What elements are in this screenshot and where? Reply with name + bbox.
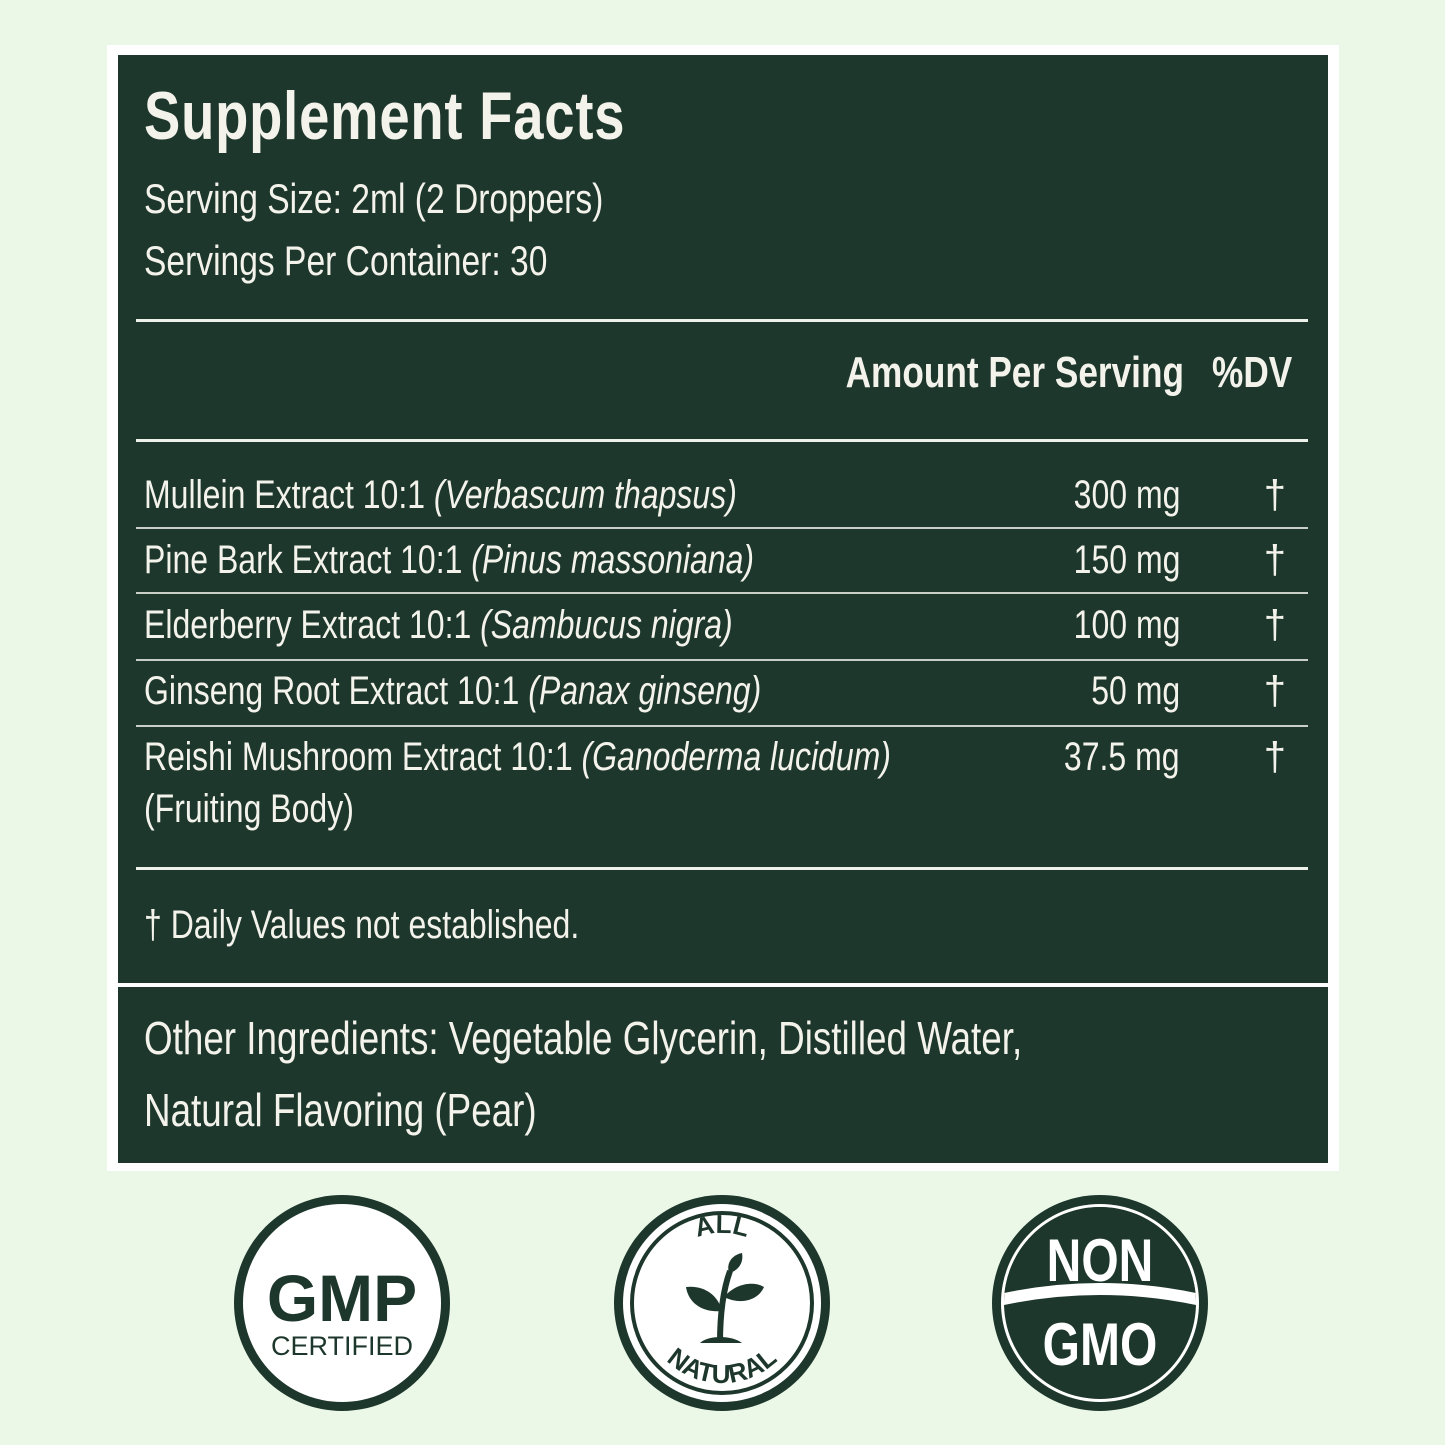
ingredient-amount: 50 mg xyxy=(1091,669,1180,713)
other-ingredients-line: Other Ingredients: Vegetable Glycerin, Distilled Water, xyxy=(144,1012,1023,1064)
non-text: NON xyxy=(1046,1226,1154,1295)
ingredient-row xyxy=(144,473,1304,533)
gmp-text: GMP xyxy=(266,1261,418,1335)
ingredient-amount: 100 mg xyxy=(1073,603,1180,647)
other-ingredients-line: Natural Flavoring (Pear) xyxy=(144,1084,537,1136)
ingredient-row xyxy=(144,735,1304,845)
divider xyxy=(136,867,1308,870)
ingredient-part: (Fruiting Body) xyxy=(144,787,354,831)
ingredient-name: Elderberry Extract 10:1 (Sambucus nigra) xyxy=(144,603,733,647)
certified-text: CERTIFIED xyxy=(270,1331,414,1361)
ingredient-amount: 37.5 mg xyxy=(1064,735,1180,779)
divider xyxy=(136,319,1308,322)
row-divider xyxy=(136,725,1308,727)
ingredient-name: Mullein Extract 10:1 (Verbascum thapsus) xyxy=(144,473,737,517)
ingredient-row xyxy=(144,538,1304,598)
row-divider xyxy=(136,659,1308,661)
ingredient-amount: 300 mg xyxy=(1073,473,1180,517)
serving-size: Serving Size: 2ml (2 Droppers) xyxy=(144,175,604,222)
row-divider xyxy=(136,527,1308,529)
ingredient-dv: † xyxy=(1263,669,1286,713)
supplement-facts-panel xyxy=(118,55,1328,983)
ingredient-dv: † xyxy=(1263,735,1286,779)
all-text: ALL xyxy=(691,1208,753,1243)
ingredient-name: Ginseng Root Extract 10:1 (Panax ginseng) xyxy=(144,669,762,713)
ingredient-dv: † xyxy=(1263,538,1286,582)
ingredient-name: Pine Bark Extract 10:1 (Pinus massoniana) xyxy=(144,538,755,582)
ingredient-amount: 150 mg xyxy=(1073,538,1180,582)
gmo-text: GMO xyxy=(1042,1310,1158,1379)
label-title: Supplement Facts xyxy=(144,78,626,154)
natural-text: NATURAL xyxy=(662,1341,782,1390)
servings-per-container: Servings Per Container: 30 xyxy=(144,237,548,284)
dv-header: %DV xyxy=(1211,348,1292,397)
ingredient-dv: † xyxy=(1263,603,1286,647)
row-divider xyxy=(136,592,1308,594)
non-gmo-badge xyxy=(990,1193,1210,1413)
amount-header: Amount Per Serving xyxy=(845,348,1184,397)
gmp-certified-badge xyxy=(232,1193,452,1413)
ingredient-name: Reishi Mushroom Extract 10:1 (Ganoderma lucidum) xyxy=(144,735,891,779)
ingredient-row xyxy=(144,669,1304,729)
footnote: † Daily Values not established. xyxy=(144,903,580,947)
all-natural-badge xyxy=(612,1193,832,1413)
divider xyxy=(136,439,1308,442)
ingredient-dv: † xyxy=(1263,473,1286,517)
ingredient-row xyxy=(144,603,1304,663)
other-ingredients-panel xyxy=(118,987,1328,1163)
